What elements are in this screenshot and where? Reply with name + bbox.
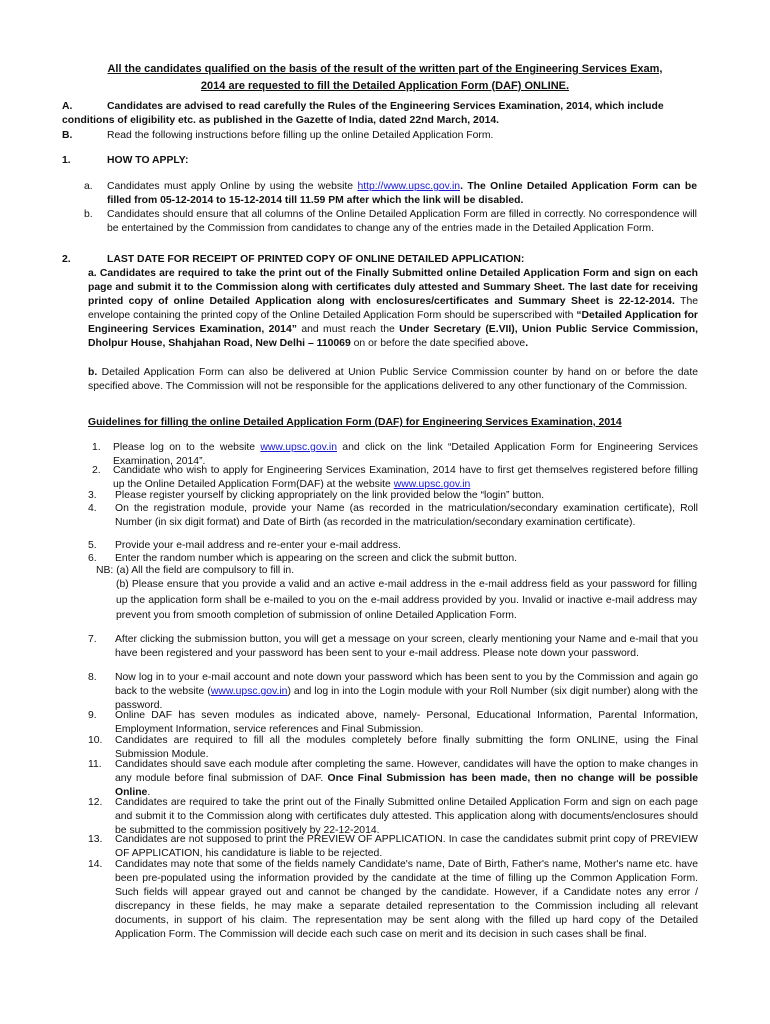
section-2a-bold: a. Candidates are required to take the print out of the Finally Submitted online Detailed Application Form and sign on each page and submit it to the Commission along with certificates duly attested and Summary Sheet. The last date for receiving printed copy of online Detailed Application along with enclosures/certificates and Summary Sheet is 22-12-2014. xyxy=(88,268,698,307)
section-1-label: 1. xyxy=(62,155,71,166)
guideline-number: 11. xyxy=(88,759,102,770)
section-a-text-2: conditions of eligibility etc. as published in the Gazette of India, dated 22nd March, 2014. xyxy=(62,115,500,126)
guideline-text: Provide your e-mail address and re-enter your e-mail address. xyxy=(115,540,401,551)
section-2a-superscription: “Detailed Application for Engineering Services Examination, 2014” xyxy=(88,310,698,335)
guideline-text: Online DAF has seven modules as indicated above, namely- Personal, Educational Information, Parental Information, Employment Information, service references and Final Submission. xyxy=(115,710,698,735)
guideline-item-13 xyxy=(88,833,698,861)
guideline-number: 13. xyxy=(88,834,103,845)
guideline-number: 7. xyxy=(88,634,97,645)
guideline-item-9 xyxy=(88,709,698,737)
guideline-item-14 xyxy=(88,858,698,942)
guideline-number: 8. xyxy=(88,672,97,683)
section-1b-label: b. xyxy=(84,209,93,220)
page-title xyxy=(60,61,710,94)
guideline-item-8 xyxy=(88,671,698,713)
guideline-number: 2. xyxy=(92,465,101,476)
guideline-item-3 xyxy=(88,489,698,503)
guideline-text-end: and click on the link “Detailed Application Form for Engineering Services Examination, 2014”. xyxy=(113,442,698,467)
section-1a-text xyxy=(107,180,697,208)
guideline-text: Candidates are required to take the print out of the Finally Submitted online Detailed Application Form and sign on each page and submit it to the Commission along with certificates duly attested. This application along with documents/enclosures should be submitted to the commission positively by 22-12-2014. xyxy=(115,797,698,836)
title-line-1-text: All the candidates qualified on the basis of the result of the written part of the xyxy=(107,63,516,75)
guideline-number: 6. xyxy=(88,553,97,564)
guideline-item-7 xyxy=(88,633,698,661)
section-2-heading: LAST DATE FOR RECEIPT OF PRINTED COPY OF ONLINE DETAILED APPLICATION: xyxy=(107,254,525,265)
guideline-note-b: (b) Please ensure that you provide a valid and an active e-mail address in the e-mail address field as your password for filling up the application form shall be e-mailed to you on the e-mail address provided by you. Invalid or inactive e-mail address may prevent you from smooth completion of submission of online Detailed Application Form. xyxy=(116,579,697,622)
section-2a-text xyxy=(88,267,698,351)
note-text-a: (a) All the field are compulsory to fill in. xyxy=(116,565,295,576)
guideline-text: Now log in to your e-mail account and note down your password which has been sent to you by the Commission and again go back to the website ( xyxy=(115,672,698,697)
guideline-text: Candidate who wish to apply for Engineering Services Examination, 2014 have to first get themselves registered before filling up the Online Detailed Application Form(DAF) at the website xyxy=(113,465,698,490)
section-2a-plain-1: The envelope containing the printed copy of the Online Detailed Application Form should be superscribed with xyxy=(88,296,698,321)
guideline-text: Enter the random number which is appearing on the screen and click the submit button. xyxy=(115,553,517,564)
upsc-link[interactable]: www.upsc.gov.in xyxy=(260,442,337,453)
section-2a-dot: . xyxy=(525,338,529,349)
section-2a-plain-2: and must reach the xyxy=(296,324,400,335)
guideline-item-12 xyxy=(88,796,698,838)
guidelines-heading: Guidelines for filling the online Detailed Application Form (DAF) for Engineering Services Examination, 2014 xyxy=(88,417,622,428)
guideline-number: 12. xyxy=(88,797,103,808)
guideline-text: Please register yourself by clicking appropriately on the link provided below the “login” button. xyxy=(115,490,545,501)
guideline-number: 5. xyxy=(88,540,97,551)
guideline-text: On the registration module, provide your Name (as recorded in the matriculation/secondary examination certificate), Roll Number (in six digit format) and Date of Birth (as recorded in the matriculation/secondary examination certificate). xyxy=(115,503,698,528)
section-2-label: 2. xyxy=(62,254,71,265)
upsc-website-link[interactable]: http://www.upsc.gov.in xyxy=(357,181,461,192)
section-2b-text xyxy=(88,366,698,394)
section-1b-text: Candidates should ensure that all columns of the Online Detailed Application Form are filled in correctly. No correspondence will be entertained by the Commission from candidates to change any of the entries made in the Detailed Application Form. xyxy=(107,209,697,234)
guideline-text: Candidates should save each module after completing the same. However, candidates will have the option to make changes in any module before final submission of DAF. xyxy=(115,759,698,784)
guideline-note-a xyxy=(96,564,696,578)
section-a-label: A. xyxy=(62,101,73,112)
title-line-2: 2014 are requested to fill the Detailed Application Form (DAF) ONLINE. xyxy=(200,79,570,92)
guideline-text: Candidates are required to fill all the modules completely before finally submitting the form ONLINE, using the Final Submission Module. xyxy=(115,735,698,760)
section-2b-label: b. xyxy=(88,367,98,378)
section-2a-plain-3: on or before the date specified above xyxy=(350,338,526,349)
guideline-text-end: . xyxy=(147,787,151,798)
guideline-number: 14. xyxy=(88,859,103,870)
guideline-number: 1. xyxy=(92,442,101,453)
upsc-link[interactable]: www.upsc.gov.in xyxy=(393,479,471,490)
upsc-link[interactable]: www.upsc.gov.in xyxy=(210,686,288,697)
guideline-text: Please log on to the website xyxy=(113,442,261,453)
guideline-text-end: ) and log in into the Login module with your Roll Number (six digit number) along with the password. xyxy=(115,686,698,711)
note-label: NB: xyxy=(96,565,114,576)
guideline-item-4 xyxy=(88,502,698,530)
guideline-number: 10. xyxy=(88,735,103,746)
section-1-heading: HOW TO APPLY: xyxy=(107,155,189,166)
guideline-text: Candidates are not supposed to print the PREVIEW OF APPLICATION. In case the candidates submit print copy of PREVIEW OF APPLICATION, his candidature is liable to be rejected. xyxy=(115,834,698,859)
guideline-text-bold: Once Final Submission has been made, then no change will be possible Online xyxy=(115,773,698,798)
guideline-number: 3. xyxy=(88,490,97,501)
guideline-text: Candidates may note that some of the fields namely Candidate's name, Date of Birth, Father's name, Mother's name etc. have been pre-populated using the information provided by the candidate at the time of filling up the Common Application Form. Such fields will appear grayed out and cannot be changed by the candidate. However, if a Candidate notes any error / discrepancy in these fields, he may make a separate detailed representation to the Commission including all relevant documents, in support of his claim. The representation may be sent along with the filled up hard copy of the Detailed Application Form. The Commission will decide each such case on merit and its decision in such cases shall be final. xyxy=(115,859,698,940)
section-b-text: Read the following instructions before filling up the online Detailed Application Form. xyxy=(107,130,494,141)
section-b-label: B. xyxy=(62,130,73,141)
section-2a-address: Under Secretary (E.VII), Union Public Service Commission, Dholpur House, Shahjahan Road, New Delhi – 110069 xyxy=(88,324,699,349)
guideline-item-5 xyxy=(88,539,698,553)
guideline-text: After clicking the submission button, you will get a message on your screen, clearly mentioning your Name and e-mail that you have been registered and your password has been sent to your e-mail address. Please note down your password. xyxy=(115,634,698,659)
guideline-number: 4. xyxy=(88,503,97,514)
section-1a-label: a. xyxy=(84,181,93,192)
section-2b-body: Detailed Application Form can also be delivered at Union Public Service Commission counter by hand on or before the date specified above. The Commission will not be responsible for the applications delivered to any other functionary of the Commission. xyxy=(88,367,698,392)
title-line-1 xyxy=(60,61,710,78)
section-a-text-1: Candidates are advised to read carefully the Rules of the Engineering Services Examination, 2014, which include xyxy=(107,101,664,112)
section-1a-text-start: Candidates must apply Online by using the website xyxy=(107,181,358,192)
section-1a-text-bold: . The Online Detailed Application Form can be filled from 05-12-2014 to 15-12-2014 till 11.59 PM after which the link will be disabled. xyxy=(107,181,697,206)
guideline-item-11 xyxy=(88,758,698,800)
title-line-1-emphasis: Engineering Services Exam, xyxy=(515,63,663,75)
guideline-number: 9. xyxy=(88,710,97,721)
guideline-item-2 xyxy=(88,464,698,492)
